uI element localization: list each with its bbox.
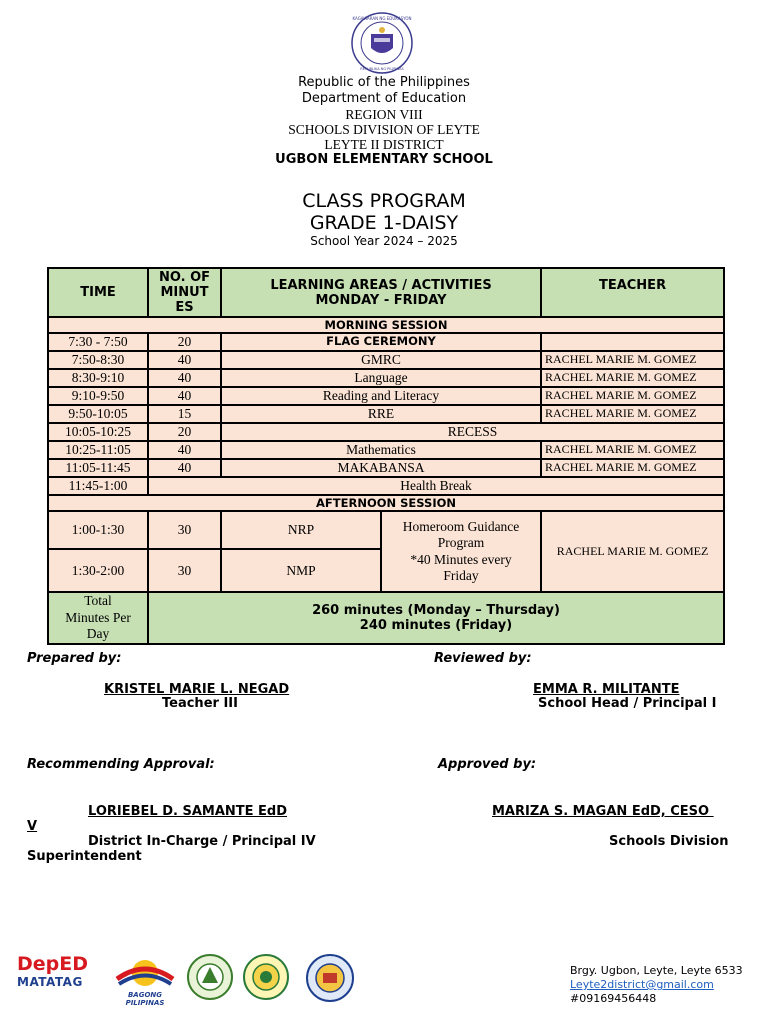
bagong-pilipinas-logo: BAGONG PILIPINAS bbox=[109, 953, 181, 999]
row-teacher bbox=[541, 333, 724, 351]
table-row bbox=[48, 423, 724, 441]
schools-division-leyte-seal-icon bbox=[186, 953, 234, 1001]
morning-session-row bbox=[48, 317, 724, 333]
row-time: 9:50-10:05 bbox=[48, 405, 148, 423]
header-teacher: TEACHER bbox=[541, 268, 724, 317]
homeroom-guidance-cell: Homeroom Guidance Program *40 Minutes every Friday bbox=[381, 511, 541, 592]
header-minutes: NO. OF MINUT ES bbox=[148, 268, 221, 317]
row-minutes: 40 bbox=[148, 441, 221, 459]
row-time: 11:45-1:00 bbox=[48, 477, 148, 495]
reviewed-by-title: School Head / Principal I bbox=[538, 696, 717, 711]
table-row bbox=[48, 459, 724, 477]
table-row bbox=[48, 333, 724, 351]
row-minutes: 40 bbox=[148, 387, 221, 405]
bagong-pilipinas-sun-icon bbox=[109, 953, 181, 987]
row-teacher: RACHEL MARIE M. GOMEZ bbox=[541, 369, 724, 387]
approved-title-continued: Superintendent bbox=[27, 849, 142, 864]
row-minutes: 40 bbox=[148, 369, 221, 387]
class-program-table bbox=[47, 267, 725, 645]
leyte-ii-district-seal-icon bbox=[241, 953, 291, 1001]
table-row bbox=[48, 369, 724, 387]
approved-by-label: Approved by: bbox=[438, 757, 537, 772]
row-teacher: RACHEL MARIE M. GOMEZ bbox=[541, 387, 724, 405]
afternoon-session-label: AFTERNOON SESSION bbox=[48, 495, 724, 511]
title-class-program: CLASS PROGRAM bbox=[302, 190, 466, 212]
deped-matatag-logo: DepED MATATAG bbox=[17, 953, 89, 989]
row-teacher: RACHEL MARIE M. GOMEZ bbox=[541, 405, 724, 423]
table-row bbox=[48, 441, 724, 459]
row-time: 10:05-10:25 bbox=[48, 423, 148, 441]
prepared-by-name: KRISTEL MARIE L. NEGAD bbox=[104, 682, 290, 697]
prepared-by-title: Teacher III bbox=[162, 696, 238, 711]
row-minutes: 40 bbox=[148, 459, 221, 477]
morning-session-label: MORNING SESSION bbox=[48, 317, 724, 333]
recommending-title: District In-Charge / Principal IV bbox=[88, 834, 316, 849]
row-minutes: 20 bbox=[148, 333, 221, 351]
header-time: TIME bbox=[48, 268, 148, 317]
reviewed-by-label: Reviewed by: bbox=[434, 651, 532, 666]
row-time: 9:10-9:50 bbox=[48, 387, 148, 405]
header-learning-areas: LEARNING AREAS / ACTIVITIES MONDAY - FRIDAY bbox=[221, 268, 541, 317]
svg-text:REPUBLIKA NG PILIPINAS: REPUBLIKA NG PILIPINAS bbox=[360, 67, 404, 71]
row-area: MAKABANSA bbox=[221, 459, 541, 477]
header-school: UGBON ELEMENTARY SCHOOL bbox=[275, 152, 493, 167]
row-minutes: 20 bbox=[148, 423, 221, 441]
row-area: FLAG CEREMONY bbox=[221, 333, 541, 351]
afternoon-session-row bbox=[48, 495, 724, 511]
email-link[interactable]: Leyte2district@gmail.com bbox=[570, 978, 714, 991]
row-area: Health Break bbox=[148, 477, 724, 495]
header-department: Department of Education bbox=[301, 91, 467, 106]
row-time: 11:05-11:45 bbox=[48, 459, 148, 477]
table-row bbox=[48, 405, 724, 423]
table-row bbox=[48, 511, 724, 549]
row-area: RRE bbox=[221, 405, 541, 423]
header-republic: Republic of the Philippines bbox=[298, 75, 470, 90]
row-time: 7:30 - 7:50 bbox=[48, 333, 148, 351]
ugbon-elementary-school-seal-icon bbox=[302, 953, 358, 1003]
row-area: RECESS bbox=[221, 423, 724, 441]
row-minutes: 30 bbox=[148, 549, 221, 592]
row-time: 10:25-11:05 bbox=[48, 441, 148, 459]
total-value: 260 minutes (Monday – Thursday) 240 minutes (Friday) bbox=[148, 592, 724, 644]
row-teacher: RACHEL MARIE M. GOMEZ bbox=[541, 441, 724, 459]
table-row bbox=[48, 351, 724, 369]
title-grade: GRADE 1-DAISY bbox=[309, 212, 459, 234]
row-time: 7:50-8:30 bbox=[48, 351, 148, 369]
row-teacher: RACHEL MARIE M. GOMEZ bbox=[541, 459, 724, 477]
table-row bbox=[48, 387, 724, 405]
row-area: Mathematics bbox=[221, 441, 541, 459]
row-area: NRP bbox=[221, 511, 381, 549]
row-teacher: RACHEL MARIE M. GOMEZ bbox=[541, 351, 724, 369]
phone-text: #09169456448 bbox=[570, 992, 657, 1005]
row-time: 1:30-2:00 bbox=[48, 549, 148, 592]
address-text: Brgy. Ugbon, Leyte, Leyte 6533 bbox=[570, 964, 743, 977]
row-area: NMP bbox=[221, 549, 381, 592]
total-label: Total Minutes Per Day bbox=[48, 592, 148, 644]
row-minutes: 15 bbox=[148, 405, 221, 423]
row-area: GMRC bbox=[221, 351, 541, 369]
row-time: 8:30-9:10 bbox=[48, 369, 148, 387]
table-row bbox=[48, 477, 724, 495]
afternoon-teacher: RACHEL MARIE M. GOMEZ bbox=[541, 511, 724, 592]
approved-name: MARIZA S. MAGAN EdD, CESO bbox=[492, 804, 714, 819]
title-school-year: School Year 2024 – 2025 bbox=[310, 234, 458, 248]
header-division: SCHOOLS DIVISION OF LEYTE bbox=[288, 122, 480, 137]
recommending-name: LORIEBEL D. SAMANTE EdD bbox=[88, 804, 288, 819]
deped-seal-icon bbox=[351, 12, 413, 74]
svg-text:KAGAWARAN NG EDUKASYON: KAGAWARAN NG EDUKASYON bbox=[352, 16, 412, 21]
row-minutes: 40 bbox=[148, 351, 221, 369]
table-header-row bbox=[48, 268, 724, 317]
recommending-approval-label: Recommending Approval: bbox=[27, 757, 215, 772]
approved-title: Schools Division bbox=[609, 834, 729, 849]
prepared-by-label: Prepared by: bbox=[27, 651, 122, 666]
approved-name-continued: V bbox=[27, 819, 38, 834]
reviewed-by-name: EMMA R. MILITANTE bbox=[533, 682, 680, 697]
row-area: Reading and Literacy bbox=[221, 387, 541, 405]
row-area: Language bbox=[221, 369, 541, 387]
header-region: REGION VIII bbox=[345, 107, 423, 122]
row-time: 1:00-1:30 bbox=[48, 511, 148, 549]
total-row bbox=[48, 592, 724, 644]
header-district: LEYTE II DISTRICT bbox=[324, 137, 444, 152]
row-minutes: 30 bbox=[148, 511, 221, 549]
